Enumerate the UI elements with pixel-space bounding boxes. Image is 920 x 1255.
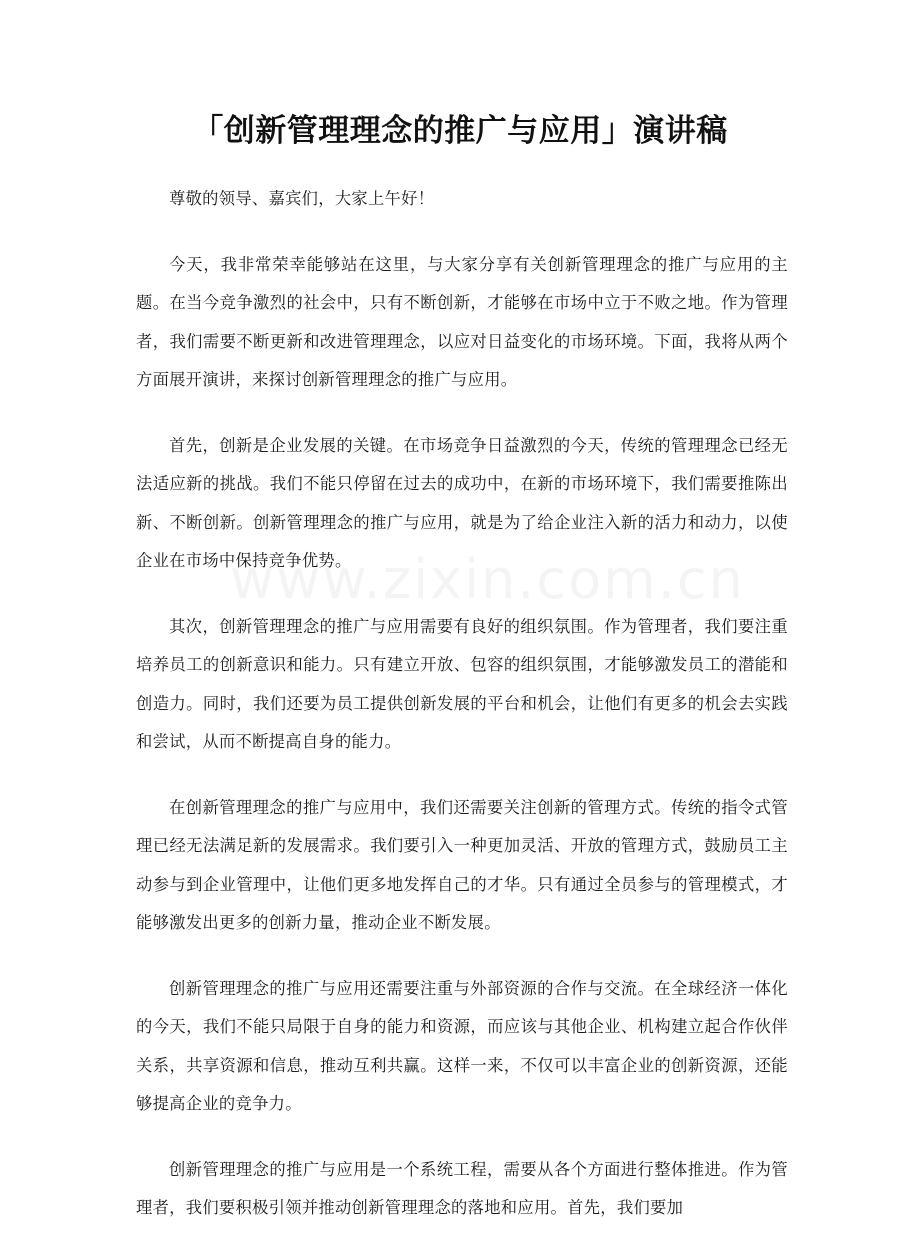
document-title: 「创新管理理念的推广与应用」演讲稿: [192, 113, 728, 149]
paragraph-external-cooperation: 创新管理理念的推广与应用还需要注重与外部资源的合作与交流。在全球经济一体化的今天，我们不能只局限于自身的能力和资源，而应该与其他企业、机构建立起合作伙伴关系，共享资源和信息，推动互利共赢。这样一来，不仅可以丰富企业的创新资源，还能够提高企业的竞争力。: [136, 978, 788, 1113]
document-body: [136, 180, 788, 1255]
greeting-paragraph: 尊敬的领导、嘉宾们，大家上午好！: [169, 189, 435, 208]
paragraph-second-point: 其次，创新管理理念的推广与应用需要有良好的组织氛围。作为管理者，我们要注重培养员工的创新意识和能力。只有建立开放、包容的组织氛围，才能够激发员工的潜能和创造力。同时，我们还要为员工提供创新发展的平台和机会，让他们有更多的机会去实践和尝试，从而不断提高自身的能力。: [136, 616, 788, 751]
paragraph-first-point: 首先，创新是企业发展的关键。在市场竞争日益激烈的今天，传统的管理理念已经无法适应新的挑战。我们不能只停留在过去的成功中，在新的市场环境下，我们需要推陈出新、不断创新。创新管理理念的推广与应用，就是为了给企业注入新的活力和动力，以使企业在市场中保持竞争优势。: [136, 435, 788, 570]
paragraph-management-style: 在创新管理理念的推广与应用中，我们还需要关注创新的管理方式。传统的指令式管理已经无法满足新的发展需求。我们要引入一种更加灵活、开放的管理方式，鼓励员工主动参与到企业管理中，让他们更多地发挥自己的才华。只有通过全员参与的管理模式，才能够激发出更多的创新力量，推动企业不断发展。: [136, 797, 788, 932]
paragraph-system-engineering: 创新管理理念的推广与应用是一个系统工程，需要从各个方面进行整体推进。作为管理者，我们要积极引领并推动创新管理理念的落地和应用。首先，我们要加: [136, 1159, 788, 1217]
paragraph-intro: 今天，我非常荣幸能够站在这里，与大家分享有关创新管理理念的推广与应用的主题。在当今竞争激烈的社会中，只有不断创新，才能够在市场中立于不败之地。作为管理者，我们需要不断更新和改进管理理念，以应对日益变化的市场环境。下面，我将从两个方面展开演讲，来探讨创新管理理念的推广与应用。: [136, 254, 788, 389]
